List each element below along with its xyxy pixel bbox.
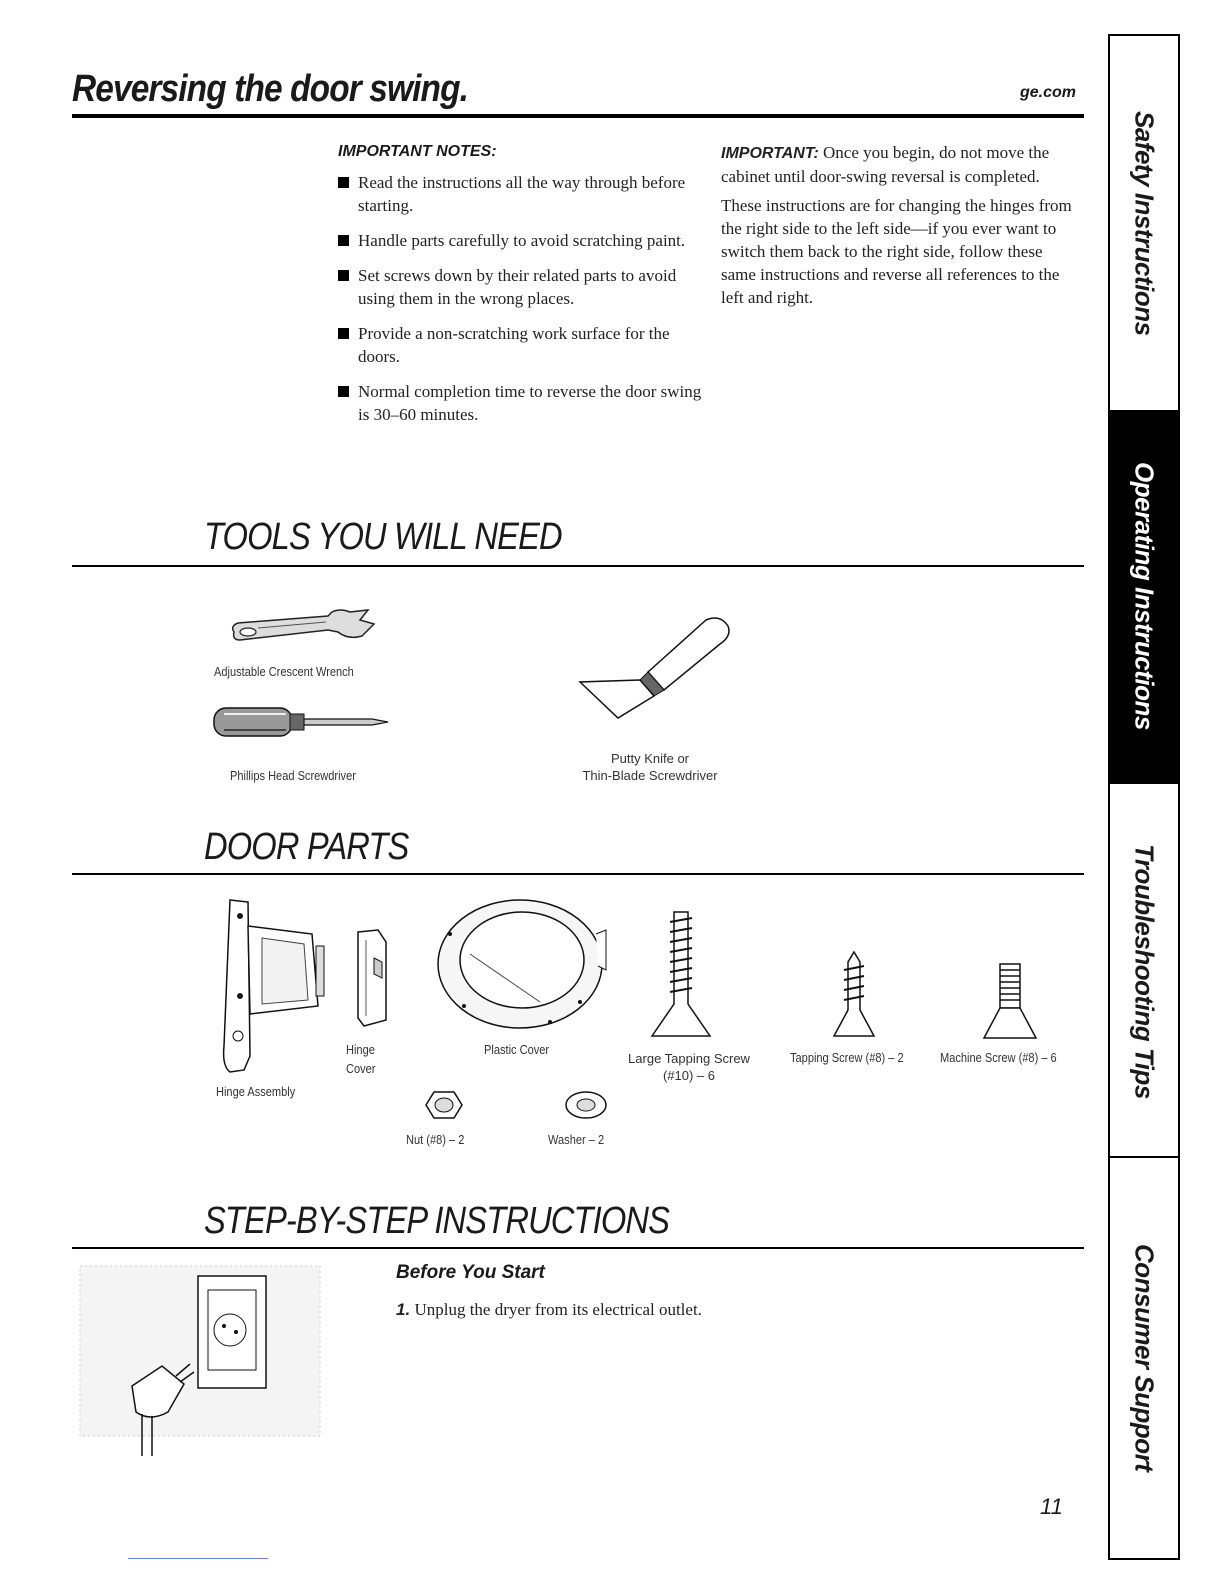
note-item: Read the instructions all the way through before starting. <box>338 171 708 217</box>
unplug-illustration <box>80 1266 320 1456</box>
important-notes <box>338 143 708 438</box>
header-rule <box>72 114 1084 118</box>
tab-operating-instructions[interactable] <box>1108 410 1180 782</box>
wrench-caption: Adjustable Crescent Wrench <box>214 664 354 679</box>
tab-consumer-support[interactable] <box>1108 1156 1180 1560</box>
note-item: Handle parts carefully to avoid scratching paint. <box>338 229 708 252</box>
screwdriver-icon <box>212 704 392 740</box>
plastic-cover-icon <box>430 894 610 1034</box>
large-screw-caption-1: Large Tapping Screw <box>628 1051 750 1066</box>
parts-rule <box>72 873 1084 875</box>
page-title: Reversing the door swing. <box>72 68 469 110</box>
tools-title: TOOLS YOU WILL NEED <box>204 516 562 558</box>
nut-caption: Nut (#8) – 2 <box>406 1132 465 1147</box>
important-notes-heading: IMPORTANT NOTES: <box>338 143 497 160</box>
tab-safety-label: Safety Instructions <box>1129 110 1160 336</box>
tab-troubleshooting-label: Troubleshooting Tips <box>1129 843 1160 1099</box>
site-link[interactable]: ge.com <box>1020 84 1077 101</box>
parts-title: DOOR PARTS <box>204 826 409 868</box>
washer-icon <box>564 1090 608 1120</box>
large-screw-caption <box>616 1050 762 1084</box>
tab-troubleshooting-tips[interactable] <box>1108 782 1180 1158</box>
before-you-start-heading: Before You Start <box>396 1262 545 1283</box>
large-screw-caption-2: (#10) – 6 <box>662 1068 716 1083</box>
important-paragraph: These instructions are for changing the hinges from the right side to the left side—if you ever want to switch them back to the right side, follow these same instructions and reverse all references to the left and right. <box>721 196 1072 307</box>
important-text: Once you begin, do not move the cabinet until door-swing reversal is completed. <box>721 143 1050 186</box>
tab-operating-label: Operating Instructions <box>1129 462 1160 730</box>
tools-rule <box>72 565 1084 567</box>
important-block <box>721 141 1081 309</box>
hinge-cover-caption-2: Cover <box>346 1061 376 1076</box>
step-1-text: Unplug the dryer from its electrical outlet. <box>414 1300 702 1319</box>
plastic-cover-caption: Plastic Cover <box>484 1042 550 1057</box>
hinge-cover-icon <box>354 928 390 1028</box>
machine-screw-icon <box>982 962 1038 1042</box>
hinge-cover-caption-1: Hinge <box>346 1042 375 1057</box>
tab-safety-instructions[interactable] <box>1108 36 1180 410</box>
page-number: 11 <box>1040 1494 1063 1519</box>
important-label: IMPORTANT: <box>721 145 819 162</box>
putty-knife-caption <box>560 750 740 784</box>
hinge-assembly-caption: Hinge Assembly <box>216 1084 296 1099</box>
note-item: Provide a non-scratching work surface for the doors. <box>338 322 708 368</box>
note-item: Set screws down by their related parts to avoid using them in the wrong places. <box>338 264 708 310</box>
steps-title: STEP-BY-STEP INSTRUCTIONS <box>204 1200 670 1242</box>
putty-knife-icon <box>578 614 738 724</box>
steps-rule <box>72 1247 1084 1249</box>
step-1 <box>396 1298 766 1321</box>
putty-caption-line1: Putty Knife or <box>610 751 690 766</box>
note-item: Normal completion time to reverse the door swing is 30–60 minutes. <box>338 380 708 426</box>
tapping-screw-caption: Tapping Screw (#8) – 2 <box>790 1050 904 1065</box>
nut-icon <box>424 1090 464 1120</box>
machine-screw-caption: Machine Screw (#8) – 6 <box>940 1050 1057 1065</box>
tab-consumer-label: Consumer Support <box>1129 1244 1160 1472</box>
putty-caption-line2: Thin-Blade Screwdriver <box>582 768 718 783</box>
wrench-icon <box>228 608 378 648</box>
step-1-number: 1. <box>396 1300 411 1319</box>
screwdriver-caption: Phillips Head Screwdriver <box>230 768 356 783</box>
large-tapping-screw-icon <box>650 908 712 1040</box>
footer-line <box>128 1558 268 1559</box>
washer-caption: Washer – 2 <box>548 1132 605 1147</box>
hinge-assembly-icon <box>218 896 328 1076</box>
tapping-screw-icon <box>832 950 876 1040</box>
